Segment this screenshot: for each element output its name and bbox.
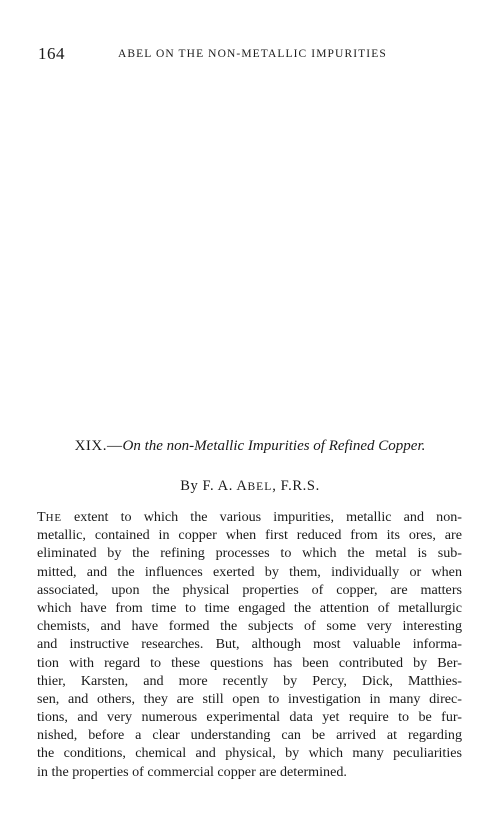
- text-line: tion with regard to these questions has been contributed by Ber-: [37, 654, 462, 671]
- text-line: mitted, and the influences exerted by them, individually or when: [37, 563, 462, 580]
- running-title: ABEL ON THE NON-METALLIC IMPURITIES: [118, 48, 387, 60]
- text-line: associated, upon the physical properties of copper, are matters: [37, 581, 462, 598]
- text-line: which have from time to time engaged the attention of metallurgic: [37, 599, 462, 616]
- byline-name-initial: A: [236, 478, 248, 494]
- text-line: nished, before a clear understanding can be arrived at regarding: [37, 727, 462, 744]
- text-line: thier, Karsten, and more recently by Percy, Dick, Matthies-: [37, 672, 462, 689]
- first-word-initial: T: [37, 509, 46, 525]
- text-line: [37, 508, 462, 526]
- first-word-rest: HE: [45, 512, 62, 524]
- running-head: [38, 44, 460, 68]
- text-line: chemists, and have formed the subjects of some very interesting: [37, 618, 462, 635]
- article-number: XIX.—: [74, 438, 123, 454]
- body-paragraph: [37, 508, 462, 781]
- text-line-content: extent to which the various impurities, metallic and non-: [61, 509, 462, 525]
- text-line: sen, and others, they are still open to investigation in many direc-: [37, 690, 462, 707]
- article-title: [0, 438, 500, 455]
- byline: [0, 478, 500, 495]
- text-line: tions, and very numerous experimental data yet require to be fur-: [37, 709, 462, 726]
- page-number: 164: [38, 44, 65, 63]
- text-line: metallic, contained in copper when first reduced from its ores, are: [37, 527, 462, 544]
- byline-prefix: By F. A.: [180, 478, 237, 494]
- text-line: in the properties of commercial copper are determined.: [37, 763, 347, 780]
- text-line: eliminated by the refining processes to which the metal is sub-: [37, 545, 462, 562]
- first-word: [37, 509, 62, 525]
- text-line: the conditions, chemical and physical, by which many peculiarities: [37, 745, 462, 762]
- byline-suffix: , F.R.S.: [272, 478, 320, 494]
- article-title-text: On the non-Metallic Impurities of Refined Copper.: [122, 438, 426, 454]
- text-line: and instructive researches. But, although most valuable informa-: [37, 636, 462, 653]
- byline-name-rest: BEL: [247, 481, 273, 493]
